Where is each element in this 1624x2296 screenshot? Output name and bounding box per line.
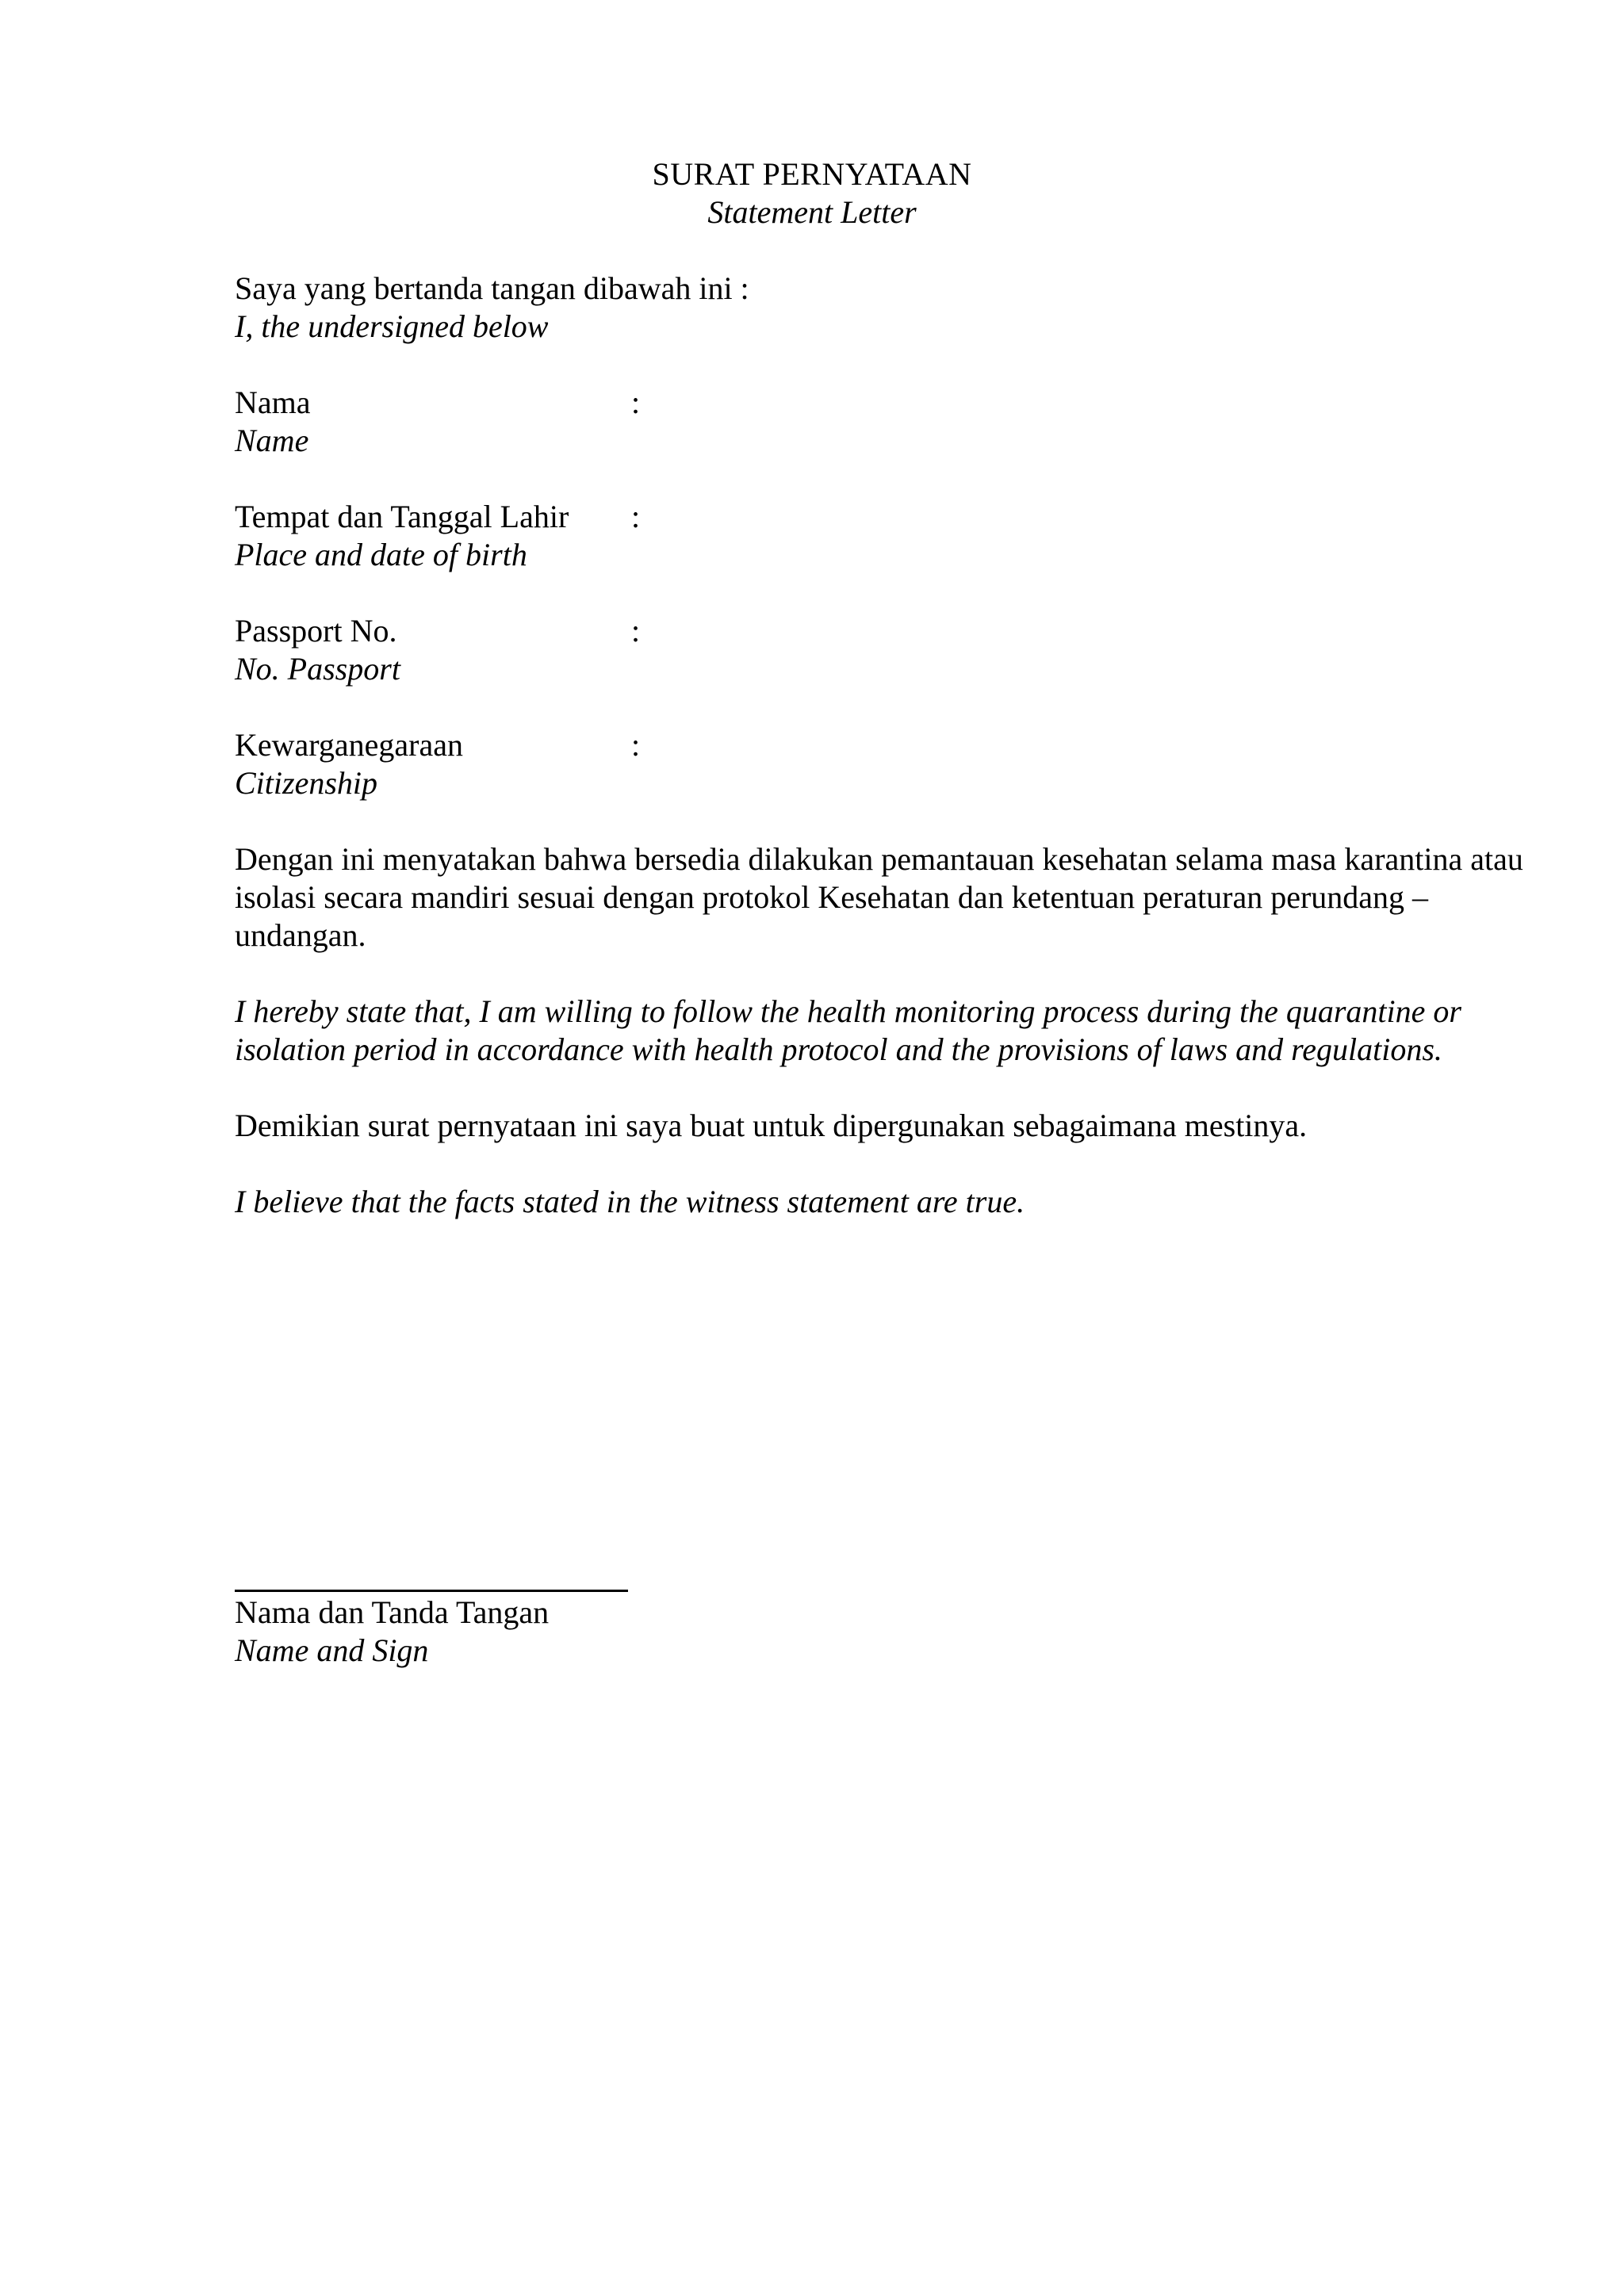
document-title [0,155,1624,232]
statement-paragraph-english: I hereby state that, I am willing to follow the health monitoring process during the quarantine or isolation period in accordance with health protocol and the provisions of laws and regulations. [235,993,1461,1067]
field-birth-label: Tempat dan Tanggal Lahir [235,499,569,534]
signature-label-english: Name and Sign [235,1632,429,1668]
statement-paragraph-indonesian: Dengan ini menyatakan bahwa bersedia dilakukan pemantauan kesehatan selama masa karantina atau isolasi secara mandiri sesuai dengan protokol Kesehatan dan ketentuan peraturan perundang – undangan. [235,841,1523,953]
field-citizenship-colon: : [631,727,641,763]
field-name-label-english: Name [235,423,309,458]
field-passport-label-english: No. Passport [235,651,400,687]
field-birth [235,498,1186,574]
closing-paragraph-english: I believe that the facts stated in the witness statement are true. [235,1184,1025,1219]
field-name [235,384,1186,460]
signature-label-indonesian: Nama dan Tanda Tangan [235,1594,550,1630]
intro-indonesian: Saya yang bertanda tangan dibawah ini : [235,270,749,306]
field-passport [235,612,1186,688]
field-birth-colon: : [631,499,641,534]
field-citizenship-label: Kewarganegaraan [235,727,463,763]
signature-line [235,1590,628,1592]
closing-paragraph-indonesian: Demikian surat pernyataan ini saya buat untuk dipergunakan sebagaimana mestinya. [235,1108,1308,1143]
field-citizenship-label-english: Citizenship [235,765,378,801]
field-passport-colon: : [631,613,641,649]
title-english: Statement Letter [707,194,917,230]
field-birth-label-english: Place and date of birth [235,537,527,572]
signature-block [235,1594,549,1670]
intro-english: I, the undersigned below [235,308,549,344]
intro-block [235,270,1535,346]
title-indonesian: SURAT PERNYATAAN [652,156,972,192]
field-name-colon: : [631,385,641,420]
field-name-label: Nama [235,385,311,420]
field-citizenship [235,726,1186,802]
field-passport-label: Passport No. [235,613,397,649]
